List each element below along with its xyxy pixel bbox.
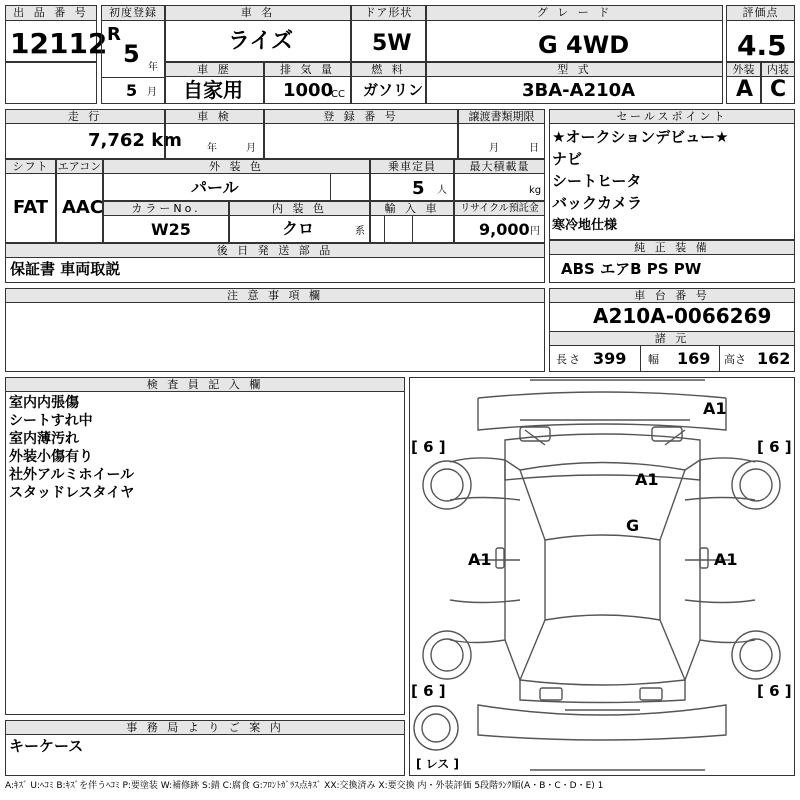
- sales-points-label: セールスポイント: [549, 109, 795, 124]
- capacity: 5: [412, 178, 425, 199]
- interior-grade: C: [770, 77, 787, 102]
- transfer-day-unit: 日: [529, 143, 539, 154]
- sales-point: 寒冷地仕様: [552, 218, 618, 233]
- damage-mark: A1: [703, 399, 727, 418]
- grade-label: グ レ ー ド: [426, 5, 723, 21]
- inspector-line: スタッドレスタイヤ: [9, 485, 135, 501]
- exterior-color: パール: [191, 178, 239, 197]
- lot-number: 12112: [10, 27, 108, 60]
- recycle-fee: 9,000: [479, 220, 530, 239]
- sales-point: ナビ: [552, 150, 583, 168]
- chassis-number: A210A-0066269: [593, 304, 772, 328]
- footer-legend: A:ｷｽﾞ U:ﾍｺﾐ B:ｷｽﾞを伴うﾍｺﾐ P:要塗装 W:補修跡 S:錆 C:腐食 G:ﾌﾛﾝﾄｶﾞﾗｽ点ｷｽﾞ XX:交換済み X:要交換 内・外装評価 5段階ﾗﾝｸ順(A・B・C・D・E) 1: [5, 781, 604, 791]
- year-unit: 年: [148, 62, 158, 73]
- damage-mark: G: [626, 516, 640, 535]
- sales-point: ★オークションデビュー★: [552, 128, 729, 146]
- exterior-grade: A: [736, 77, 754, 102]
- grade: G 4WD: [538, 31, 630, 59]
- aircon: AAC: [62, 197, 104, 218]
- fuel: ガソリン: [363, 81, 424, 99]
- color-number-label: カラーNo.: [103, 201, 229, 216]
- transfer-month-unit: 月: [489, 143, 499, 154]
- mileage: 7,762 km: [88, 130, 182, 151]
- era: R: [107, 24, 121, 45]
- inspector-line: シートすれ中: [9, 413, 93, 429]
- equipment: ABS エアB PS PW: [561, 260, 702, 278]
- damage-mark: A1: [714, 550, 738, 569]
- displacement: 1000: [283, 80, 334, 101]
- width-label: 幅: [648, 353, 661, 366]
- first-registration-year: 5: [123, 40, 140, 68]
- exterior-label: 外装: [726, 62, 761, 77]
- model: 3BA-A210A: [522, 80, 636, 101]
- height-label: 高さ: [724, 353, 746, 366]
- door-label: ドア形状: [351, 5, 426, 21]
- damage-mark: A1: [635, 470, 659, 489]
- sales-point: バックカメラ: [552, 194, 643, 212]
- height: 162: [757, 349, 791, 368]
- inspector-line: 室内内張傷: [9, 395, 79, 411]
- inspector-line: 社外アルミホイール: [9, 467, 135, 483]
- notes-label: 注 意 事 項 欄: [5, 288, 545, 303]
- inspection-month-unit: 月: [246, 143, 256, 154]
- max-load-label: 最大積載量: [454, 159, 545, 174]
- inspection-label: 車 検: [165, 109, 264, 124]
- shift-label: シフト: [5, 159, 56, 174]
- office-note: キーケース: [9, 737, 84, 755]
- tire-tread-rear-right: [ 6 ]: [757, 682, 792, 700]
- inspector-line: 室内薄汚れ: [9, 431, 79, 447]
- interior-color-unit: 系: [355, 226, 365, 237]
- import-car-label: 輸 入 車: [370, 201, 454, 216]
- tire-tread-front-right: [ 6 ]: [757, 438, 792, 456]
- capacity-label: 乗車定員: [370, 159, 454, 174]
- inspector-line: 外装小傷有り: [9, 449, 93, 465]
- history-label: 車 歴: [165, 62, 264, 77]
- exterior-color-label: 外 装 色: [103, 159, 370, 174]
- office-label: 事 務 局 よ り ご 案 内: [5, 720, 405, 735]
- interior-color-label: 内 装 色: [229, 201, 370, 216]
- fuel-label: 燃 料: [351, 62, 426, 77]
- first-registration-month: 5: [126, 81, 138, 100]
- shift: FAT: [13, 197, 49, 218]
- displacement-unit: CC: [331, 89, 345, 100]
- chassis-label: 車 台 番 号: [549, 288, 795, 303]
- width: 169: [677, 349, 711, 368]
- registration-number-label: 登 録 番 号: [264, 109, 458, 124]
- recycle-unit: 円: [530, 226, 540, 237]
- displacement-label: 排 気 量: [264, 62, 351, 77]
- month-unit: 月: [147, 87, 157, 98]
- car-name-label: 車 名: [165, 5, 351, 21]
- length: 399: [593, 349, 627, 368]
- spec-label: 諸 元: [549, 331, 795, 346]
- mileage-label: 走 行: [5, 109, 165, 124]
- transfer-deadline-label: 譲渡書類期限: [458, 109, 545, 124]
- model-label: 型 式: [426, 62, 723, 77]
- score: 4.5: [737, 29, 787, 62]
- damage-mark: A1: [468, 550, 492, 569]
- door-type: 5W: [372, 31, 412, 56]
- first-registration-label: 初度登録: [101, 5, 165, 21]
- later-parts-label: 後 日 発 送 部 品: [5, 243, 545, 258]
- tire-tread-front-left: [ 6 ]: [411, 438, 446, 456]
- spare-tire-label: [ レス ]: [416, 757, 459, 771]
- inspection-year-unit: 年: [207, 143, 217, 154]
- capacity-unit: 人: [437, 185, 447, 196]
- history: 自家用: [183, 78, 243, 102]
- later-parts: 保証書 車両取説: [10, 260, 121, 278]
- equipment-label: 純 正 装 備: [549, 240, 795, 255]
- tire-tread-rear-left: [ 6 ]: [411, 682, 446, 700]
- length-label: 長さ: [556, 353, 582, 366]
- interior-label: 内装: [761, 62, 795, 77]
- aircon-label: エアコン: [57, 160, 102, 173]
- sales-point: シートヒータ: [552, 172, 642, 190]
- interior-color: クロ: [282, 219, 315, 238]
- max-load-unit: kg: [529, 185, 542, 196]
- car-name: ライズ: [228, 29, 294, 54]
- score-label: 評価点: [726, 5, 795, 21]
- inspector-label: 検 査 員 記 入 欄: [5, 377, 405, 392]
- color-number: W25: [151, 220, 191, 239]
- lot-number-label: 出 品 番 号: [5, 5, 97, 21]
- recycle-label: リサイクル預託金: [454, 201, 545, 216]
